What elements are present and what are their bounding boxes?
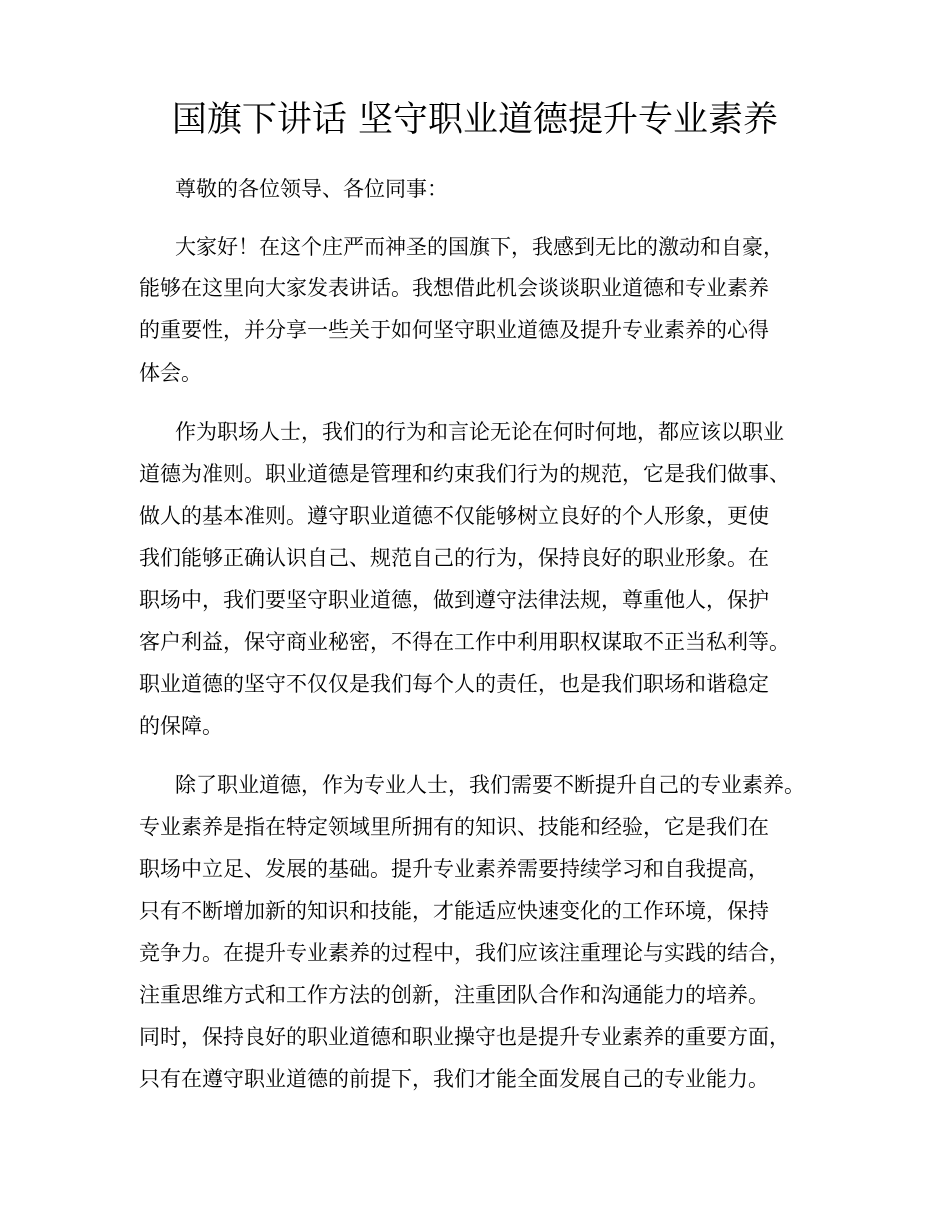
paragraph-1-line-3: 的重要性，并分享一些关于如何坚守职业道德及提升专业素养的心得: [139, 318, 769, 342]
paragraph-2-line-3: 做人的基本准则。遵守职业道德不仅能够树立良好的个人形象，更使: [139, 504, 769, 528]
paragraph-2-line-2: 道德为准则。职业道德是管理和约束我们行为的规范，它是我们做事、: [139, 462, 790, 486]
paragraph-3-line-3: 职场中立足、发展的基础。提升专业素养需要持续学习和自我提高，: [139, 857, 769, 881]
paragraph-2-line-8: 的保障。: [139, 714, 223, 738]
paragraph-2-line-7: 职业道德的坚守不仅仅是我们每个人的责任，也是我们职场和谐稳定: [139, 672, 769, 696]
paragraph-2-line-1: 作为职场人士，我们的行为和言论无论在何时何地，都应该以职业: [175, 420, 784, 444]
greeting: 尊敬的各位领导、各位同事：: [175, 177, 448, 201]
paragraph-3-line-7: 同时，保持良好的职业道德和职业操守也是提升专业素养的重要方面，: [139, 1025, 790, 1049]
paragraph-3-line-2: 专业素养是指在特定领域里所拥有的知识、技能和经验，它是我们在: [139, 815, 769, 839]
paragraph-3-line-1: 除了职业道德，作为专业人士，我们需要不断提升自己的专业素养。: [175, 773, 805, 797]
paragraph-3-line-5: 竞争力。在提升专业素养的过程中，我们应该注重理论与实践的结合，: [139, 941, 790, 965]
paragraph-2-line-5: 职场中，我们要坚守职业道德，做到遵守法律法规，尊重他人，保护: [139, 588, 769, 612]
document-title: 国旗下讲话 坚守职业道德提升专业素养: [171, 100, 779, 140]
paragraph-3-line-6: 注重思维方式和工作方法的创新，注重团队合作和沟通能力的培养。: [139, 983, 769, 1007]
paragraph-3-line-4: 只有不断增加新的知识和技能，才能适应快速变化的工作环境，保持: [139, 899, 769, 923]
paragraph-2-line-4: 我们能够正确认识自己、规范自己的行为，保持良好的职业形象。在: [139, 546, 769, 570]
paragraph-3-line-8: 只有在遵守职业道德的前提下，我们才能全面发展自己的专业能力。: [139, 1067, 769, 1091]
paragraph-1-line-2: 能够在这里向大家发表讲话。我想借此机会谈谈职业道德和专业素养: [139, 276, 769, 300]
paragraph-1-line-1: 大家好！在这个庄严而神圣的国旗下，我感到无比的激动和自豪，: [175, 235, 784, 259]
paragraph-1-line-4: 体会。: [139, 361, 202, 385]
paragraph-2-line-6: 客户利益，保守商业秘密，不得在工作中利用职权谋取不正当私利等。: [139, 630, 790, 654]
